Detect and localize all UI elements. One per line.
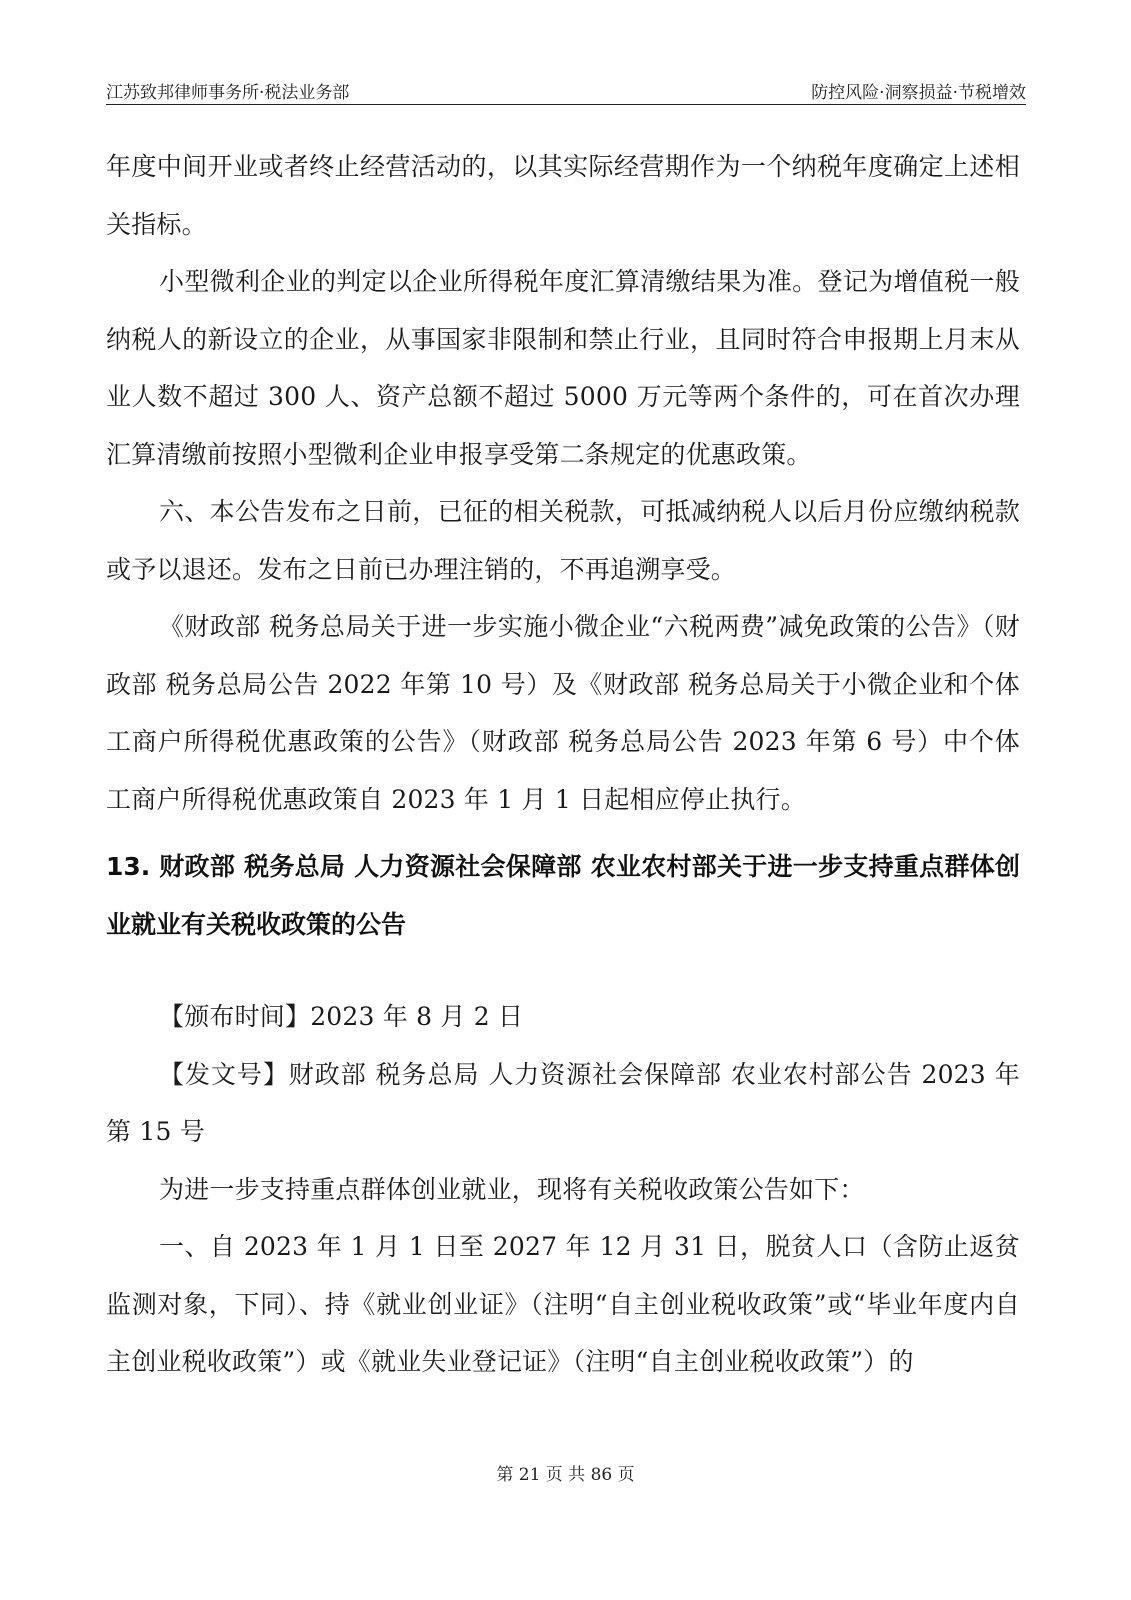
paragraph-intro: 为进一步支持重点群体创业就业，现将有关税收政策公告如下： <box>159 1174 865 1204</box>
paragraph-small-enterprise: 小型微利企业的判定以企业所得税年度汇算清缴结果为准。登记为增值税一般纳税人的新设立的企业，从事国家非限制和禁止行业，且同时符合申报期上月末从业人数不超过 300 人、资产总额不超过 5000 万元等两个条件的，可在首次办理汇算清缴前按照小型微利企业申报享受第二条规定的优惠政策。 <box>106 267 1020 469</box>
paragraph-item-one: 一、自 2023 年 1 月 1 日至 2027 年 12 月 31 日，脱贫人口（含防止返贫监测对象，下同）、持《就业创业证》（注明“自主创业税收政策”或“毕业年度内自主创业税收政策”）或《就业失业登记证》（注明“自主创业税收政策”）的 <box>106 1232 1020 1376</box>
header-slogan: 防控风险·洞察损益·节税增效 <box>811 83 1026 103</box>
header-firm-name: 江苏致邦律师事务所·税法业务部 <box>106 83 350 103</box>
document-body <box>106 138 1020 1391</box>
section-heading: 13. 财政部 税务总局 人力资源社会保障部 农业农村部关于进一步支持重点群体创业就业有关税收政策的公告 <box>106 852 1020 939</box>
paragraph-continuation: 年度中间开业或者终止经营活动的，以其实际经营期作为一个纳税年度确定上述相关指标。 <box>106 152 1020 239</box>
paragraph-issue-date: 【颁布时间】2023 年 8 月 2 日 <box>159 1002 524 1031</box>
paragraph-item-six: 六、本公告发布之日前，已征的相关税款，可抵减纳税人以后月份应缴纳税款或予以退还。发布之日前已办理注销的，不再追溯享受。 <box>106 497 1020 584</box>
paragraph-repeal-note: 《财政部 税务总局关于进一步实施小微企业“六税两费”减免政策的公告》（财政部 税务总局公告 2022 年第 10 号）及《财政部 税务总局关于小微企业和个体工商户所得税优惠政策的公告》（财政部 税务总局公告 2023 年第 6 号）中个体工商户所得税优惠政策自 2023 年 1 月 1 日起相应停止执行。 <box>106 612 1020 814</box>
page-header <box>106 70 1026 105</box>
page-number: 第 21 页 共 86 页 <box>496 1465 635 1485</box>
paragraph-document-number: 【发文号】财政部 税务总局 人力资源社会保障部 农业农村部公告 2023 年第 15 号 <box>106 1059 1020 1146</box>
